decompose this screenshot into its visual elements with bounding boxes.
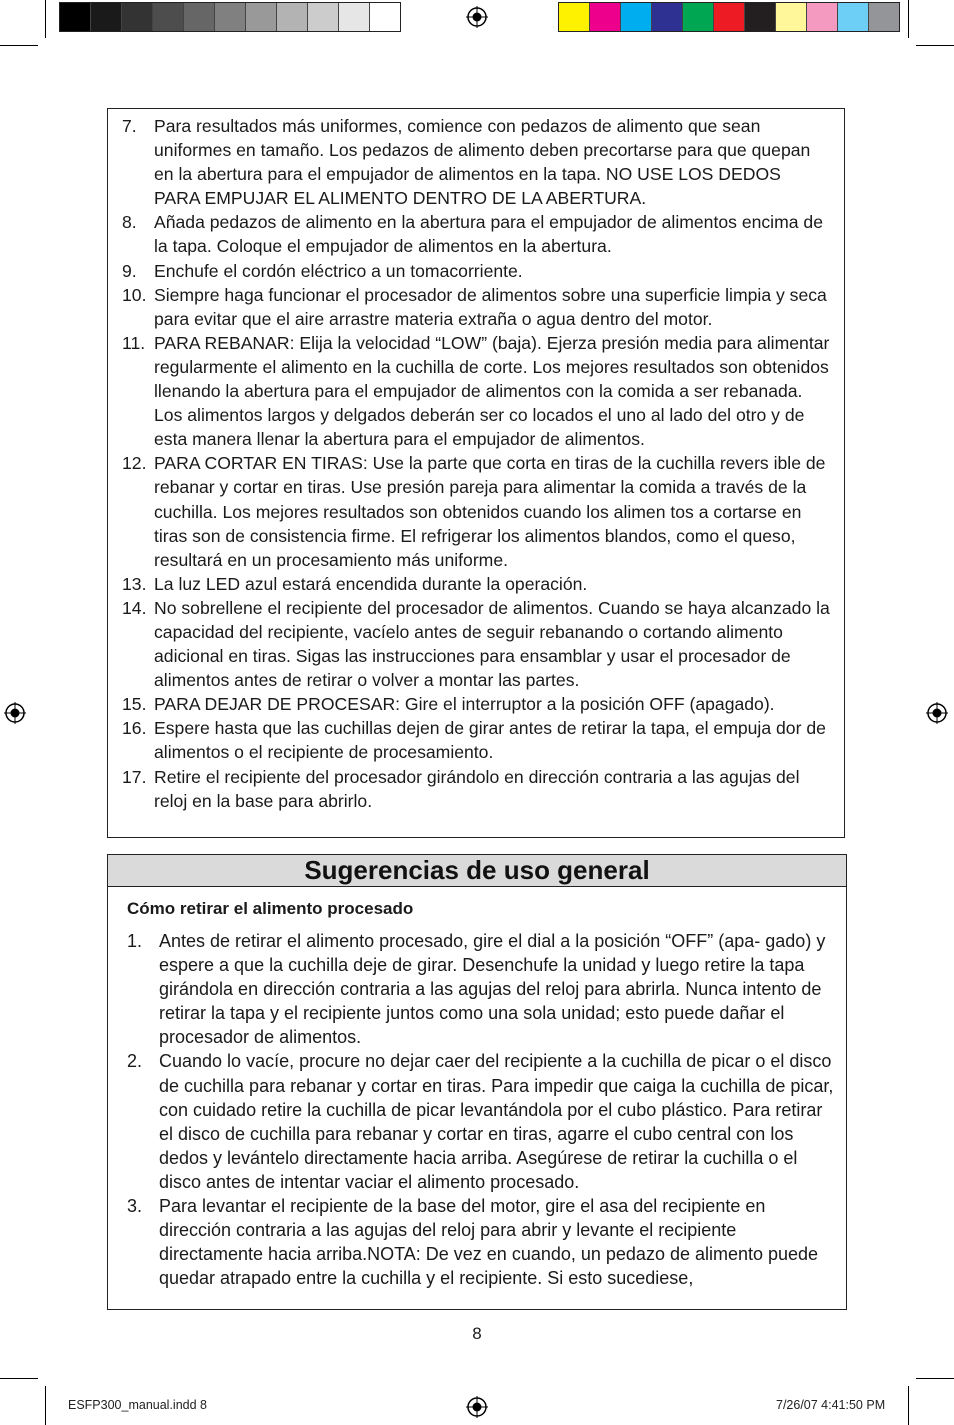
item-number: 17. xyxy=(122,766,147,787)
section-title: Sugerencias de uso general xyxy=(108,855,846,887)
color-swatch xyxy=(621,3,652,31)
color-swatch xyxy=(559,3,590,31)
color-swatch xyxy=(590,3,621,31)
registration-mark-icon xyxy=(466,1396,488,1418)
list-item xyxy=(122,765,830,813)
item-text: PARA REBANAR: Elija la velocidad “LOW” (baja). Ejerza presión media para alimentar regularmente el alimento en la cuchilla de corte. Los mejores resultados son obtenidos llenando la abertura para el empujador de alimentos con la comida a ser rebanada. Los alimentos largos y delgados deberán ser co locados el uno al lado del otro y de esta manera llenar la abertura para el empujador de alimentos. xyxy=(154,332,830,450)
item-number: 2. xyxy=(127,1051,143,1072)
item-text: PARA CORTAR EN TIRAS: Use la parte que corta en tiras de la cuchilla revers ible de rebanar y cortar en tiras. Use presión pareja para alimentar la comida a través de la cuchilla. Los mejores resultados son obtenidos cuando los alimen tos a cortarse en tiras son de consistencia firme. El refrigerar los alimentos blandos, como el queso, resultará en un procesamiento más uniforme. xyxy=(154,453,826,570)
item-text: Siempre haga funcionar el procesador de alimentos sobre una superficie limpia y seca para evitar que el aire arrastre materia extraña o agua dentro del motor. xyxy=(154,284,827,329)
color-swatch xyxy=(60,3,91,31)
item-number: 14. xyxy=(122,597,147,618)
color-swatch xyxy=(246,3,277,31)
item-number: 9. xyxy=(122,260,137,281)
list-item xyxy=(122,596,830,692)
list-item xyxy=(122,331,830,451)
subheading: Cómo retirar el alimento procesado xyxy=(127,899,414,918)
list-item xyxy=(122,210,830,258)
instructions-list xyxy=(122,114,830,813)
list-item xyxy=(122,692,830,716)
color-swatch xyxy=(714,3,745,31)
item-number: 3. xyxy=(127,1196,143,1217)
color-swatch xyxy=(153,3,184,31)
color-swatch xyxy=(91,3,122,31)
color-swatch xyxy=(122,3,153,31)
list-item xyxy=(127,929,839,1049)
color-swatch xyxy=(339,3,370,31)
list-item xyxy=(122,451,830,571)
registration-mark-icon xyxy=(926,702,948,724)
list-item xyxy=(122,716,830,764)
color-swatch xyxy=(745,3,776,31)
color-swatch xyxy=(869,3,899,31)
item-text: Cuando lo vacíe, procure no dejar caer del recipiente a la cuchilla de picar o el disco de cuchilla para rebanar y cortar en tiras. Para impedir que caiga la cuchilla de picar, con cuidado retire la cuchilla de picar levantándola por el cubo plástico. Para retirar el disco de cuchilla para rebanar y cortar en tiras, agarre el cubo central con los dedos y levántelo directamente hacia arriba. Asegúrese de retirar la cuchilla o el disco antes de intentar vaciar el alimento procesado. xyxy=(159,1051,834,1192)
color-swatch xyxy=(807,3,838,31)
registration-mark-icon xyxy=(4,702,26,724)
item-text: No sobrellene el recipiente del procesador de alimentos. Cuando se haya alcanzado la capacidad del recipiente, vacíelo antes de seguir rebanando o cortando alimento adicional en tiras. Sigas las instrucciones para ensamblar y usar el procesador de alimentos antes de retirar o volver a montar las partes. xyxy=(154,597,830,691)
list-item xyxy=(122,259,830,283)
list-item xyxy=(127,1049,839,1194)
color-swatch xyxy=(215,3,246,31)
crop-mark xyxy=(908,0,909,38)
color-swatch xyxy=(652,3,683,31)
item-number: 8. xyxy=(122,212,137,233)
suggestions-list xyxy=(127,929,839,1290)
item-text: Espere hasta que las cuchillas dejen de girar antes de retirar la tapa, el empuja dor de alimentos o el recipiente de procesamiento. xyxy=(154,718,826,763)
list-item xyxy=(122,114,830,210)
color-swatch xyxy=(838,3,869,31)
color-swatch xyxy=(370,3,400,31)
list-item xyxy=(122,572,830,596)
item-text: Añada pedazos de alimento en la abertura para el empujador de alimentos encima de la tapa. Coloque el empujador de alimentos en la abertura. xyxy=(154,212,823,257)
color-swatch xyxy=(277,3,308,31)
item-number: 12. xyxy=(122,453,147,474)
item-text: PARA DEJAR DE PROCESAR: Gire el interruptor a la posición OFF (apagado). xyxy=(154,694,775,715)
registration-mark-icon xyxy=(466,6,488,28)
item-number: 7. xyxy=(122,116,137,136)
item-text: Enchufe el cordón eléctrico a un tomacorriente. xyxy=(154,260,523,281)
process-color-bar xyxy=(558,2,900,32)
crop-mark xyxy=(908,1386,909,1425)
item-text: Retire el recipiente del procesador girándolo en dirección contraria a las agujas del reloj en la base para abrirlo. xyxy=(154,766,800,811)
item-number: 11. xyxy=(122,332,146,353)
item-text: Antes de retirar el alimento procesado, gire el dial a la posición “OFF” (apa- gado) y espere a que la cuchilla deje de girar. Desenchufe la unidad y luego retire la tapa girándola en dirección contraria a las agujas del reloj para abrirla. Nunca intento de retirar la tapa y el recipiente juntos como una sola unidad; esto puede dañar el procesador de alimentos. xyxy=(159,931,826,1048)
crop-mark xyxy=(0,45,38,46)
item-number: 1. xyxy=(127,931,143,951)
color-swatch xyxy=(184,3,215,31)
color-swatch xyxy=(776,3,807,31)
page-number: 8 xyxy=(472,1324,482,1343)
list-item xyxy=(122,283,830,331)
item-number: 13. xyxy=(122,573,147,594)
crop-mark xyxy=(0,1378,38,1379)
crop-mark xyxy=(45,0,46,38)
item-number: 10. xyxy=(122,284,147,305)
crop-mark xyxy=(45,1386,46,1425)
file-slug: ESFP300_manual.indd 8 xyxy=(68,1398,207,1412)
color-swatch xyxy=(308,3,339,31)
item-number: 15. xyxy=(122,694,147,715)
crop-mark xyxy=(916,1378,954,1379)
item-number: 16. xyxy=(122,718,147,739)
item-text: La luz LED azul estará encendida durante la operación. xyxy=(154,573,588,594)
grayscale-color-bar xyxy=(59,2,401,32)
item-text: Para levantar el recipiente de la base del motor, gire el asa del recipiente en dirección contraria a las agujas del reloj para abrir y levante el recipiente directamente hacia arriba.NOTA: De vez en cuando, un pedazo de alimento puede quedar atrapado entre la cuchilla y el recipiente. Si esto sucediese, xyxy=(159,1196,819,1289)
crop-mark xyxy=(916,45,954,46)
list-item xyxy=(127,1194,839,1290)
print-timestamp: 7/26/07 4:41:50 PM xyxy=(776,1398,886,1412)
item-text: Para resultados más uniformes, comience con pedazos de alimento que sean uniformes en tamaño. Los pedazos de alimento deben precortarse para que quepan en la abertura para el empujador de alimentos en la tapa. NO USE LOS DEDOS PARA EMPUJAR EL ALIMENTO DENTRO DE LA ABERTURA. xyxy=(154,116,811,209)
color-swatch xyxy=(683,3,714,31)
